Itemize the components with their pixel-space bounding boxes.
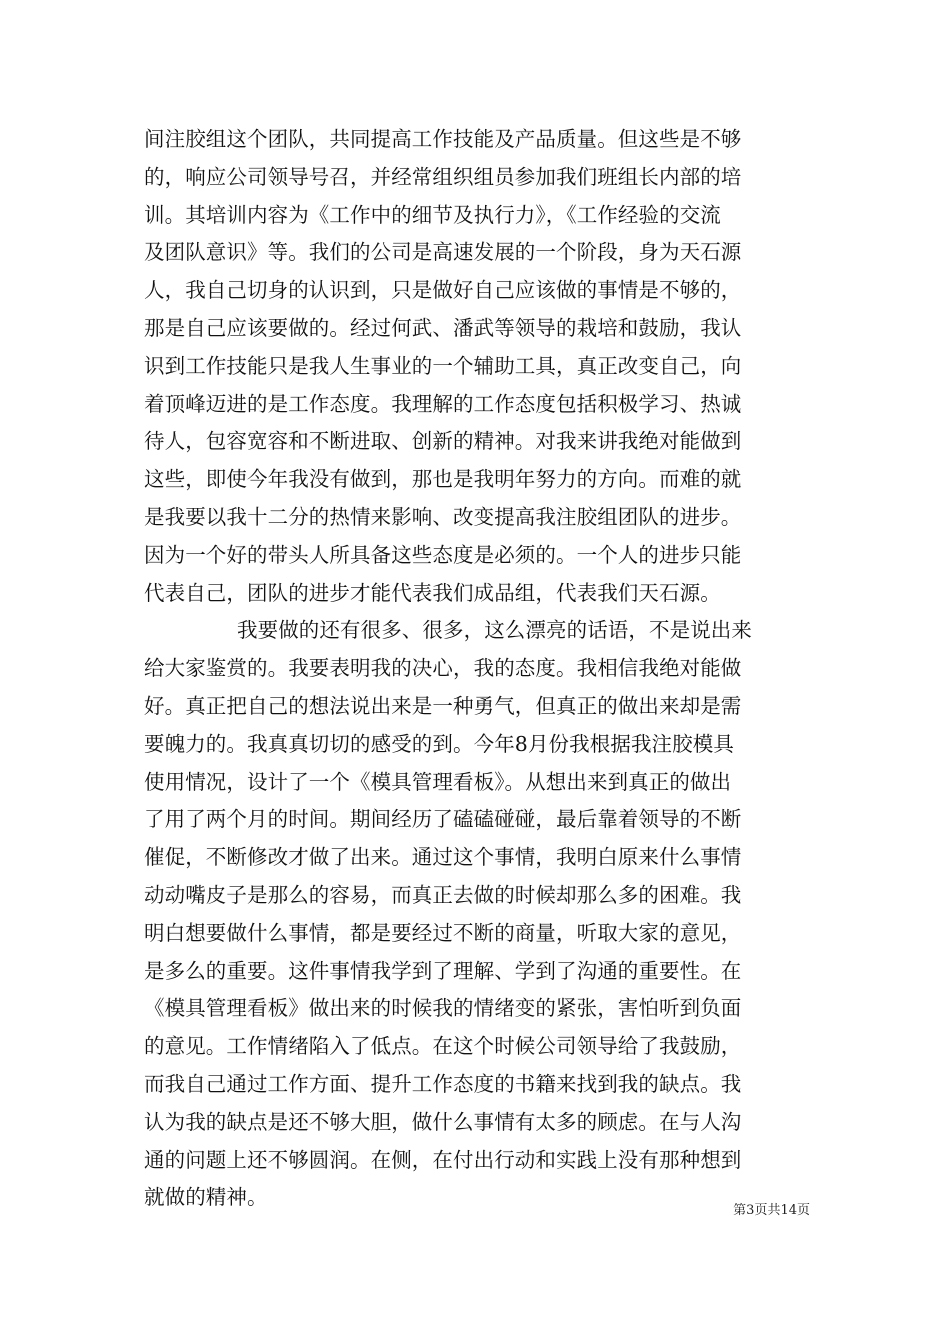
text-line: 动动嘴皮子是那么的容易，而真正去做的时候却那么多的困难。我 (144, 882, 742, 907)
text-line: 通的问题上还不够圆润。在侧，在付出行动和实践上没有那种想到 (144, 1147, 742, 1172)
text-line: 《模具管理看板》做出来的时候我的情绪变的紧张，害怕听到负面 (144, 996, 742, 1021)
text-line: 的，响应公司领导号召，并经常组织组员参加我们班组长内部的培 (144, 164, 742, 189)
text-line: 给大家鉴赏的。我要表明我的决心，我的态度。我相信我绝对能做 (144, 656, 742, 681)
text-line: 待人，包容宽容和不断进取、创新的精神。对我来讲我绝对能做到 (144, 429, 742, 454)
page-number: 第3页共14页 (733, 1203, 810, 1218)
text-line: 因为一个好的带头人所具备这些态度是必须的。一个人的进步只能 (144, 542, 742, 567)
text-line: 就做的精神。 (144, 1185, 268, 1210)
text-line: 这些，即使今年我没有做到，那也是我明年努力的方向。而难的就 (144, 467, 742, 492)
body-text (144, 121, 814, 1217)
text-line: 认为我的缺点是还不够大胆，做什么事情有太多的顾虑。在与人沟 (144, 1109, 742, 1134)
text-line: 代表自己，团队的进步才能代表我们成品组，代表我们天石源。 (144, 580, 721, 605)
paragraph-start-line: 我要做的还有很多、很多，这么漂亮的话语，不是说出来 (237, 618, 752, 643)
text-line: 那是自己应该要做的。经过何武、潘武等领导的栽培和鼓励，我认 (144, 315, 742, 340)
text-line: 训。其培训内容为《工作中的细节及执行力》，《工作经验的交流 (144, 202, 721, 227)
text-line: 要魄力的。我真真切切的感受的到。今年8月份我根据我注胶模具 (144, 731, 734, 756)
text-line: 是多么的重要。这件事情我学到了理解、学到了沟通的重要性。在 (144, 958, 742, 983)
text-line: 使用情况，设计了一个《模具管理看板》。从想出来到真正的做出 (144, 769, 732, 794)
text-line: 及团队意识》等。我们的公司是高速发展的一个阶段，身为天石源 (144, 240, 742, 265)
text-line: 好。真正把自己的想法说出来是一种勇气，但真正的做出来却是需 (144, 693, 742, 718)
text-line: 明白想要做什么事情，都是要经过不断的商量，听取大家的意见， (144, 920, 742, 945)
text-line: 催促，不断修改才做了出来。通过这个事情，我明白原来什么事情 (144, 845, 742, 870)
text-line: 了用了两个月的时间。期间经历了磕磕碰碰，最后靠着领导的不断 (144, 807, 742, 832)
text-line: 间注胶组这个团队，共同提高工作技能及产品质量。但这些是不够 (144, 127, 742, 151)
text-line: 识到工作技能只是我人生事业的一个辅助工具，真正改变自己，向 (144, 353, 742, 378)
text-line: 着顶峰迈进的是工作态度。我理解的工作态度包括积极学习、热诚 (144, 391, 742, 416)
text-line: 的意见。工作情绪陷入了低点。在这个时候公司领导给了我鼓励， (144, 1034, 742, 1059)
text-line: 是我要以我十二分的热情来影响、改变提高我注胶组团队的进步。 (144, 504, 742, 529)
text-line: 而我自己通过工作方面、提升工作态度的书籍来找到我的缺点。我 (144, 1071, 742, 1096)
text-line: 人，我自己切身的认识到，只是做好自己应该做的事情是不够的， (144, 278, 742, 303)
